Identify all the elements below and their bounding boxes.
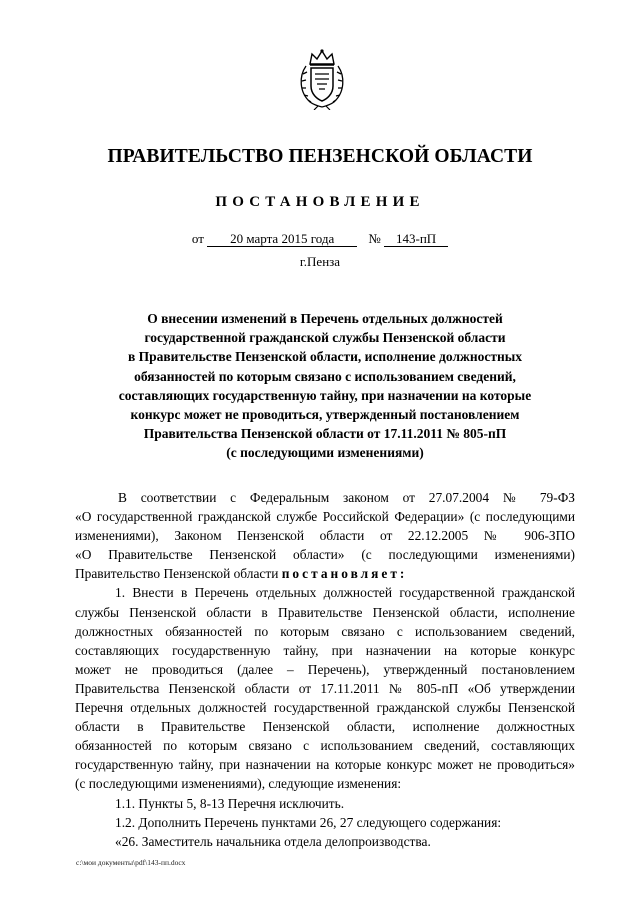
item-26: «26. Заместитель начальника отдела делопроизводства. [115,833,431,849]
item-1-line: Перечня отдельных должностей государственной гражданской службы Пензенской [75,700,575,716]
document-title [60,309,590,463]
city: г.Пенза [299,254,341,269]
item-1-1: 1.1. Пункты 5, 8-13 Перечня исключить. [115,795,345,811]
item-1-line: государственную тайну, при назначении на которые конкурс может не проводиться» [75,757,575,773]
document-date: 20 марта 2015 года [207,232,357,247]
item-1-line: (с последующими изменениями), следующие изменения: [75,776,402,792]
title-line: государственной гражданской службы Пензенской области [144,330,506,346]
decree-word: постановляет: [281,566,408,582]
decree-line-prefix: Правительство Пензенской области [75,566,282,582]
title-line: (с последующими изменениями) [226,445,424,461]
organization-name: ПРАВИТЕЛЬСТВО ПЕНЗЕНСКОЙ ОБЛАСТИ [107,146,533,167]
title-line: обязанностей по которым связано с использованием сведений, [134,368,516,384]
title-line: О внесении изменений в Перечень отдельных должностей [147,311,503,326]
item-1-line: составляющих государственную тайну, при назначении на которые конкурс [75,642,575,658]
title-line: в Правительстве Пензенской области, исполнение должностных [127,349,523,365]
item-1-line: 1. Внести в Перечень отдельных должностей государственной гражданской [115,585,575,601]
date-number-line [0,231,640,247]
preamble-line: «О государственной гражданской службе Российской Федерации» (с последующими [75,509,575,525]
item-1-line: может не проводиться (далее – Перечень), утвержденный постановлением [75,661,575,677]
document-type: ПОСТАНОВЛЕНИЕ [215,194,425,210]
decree-line [75,564,575,583]
item-1-line: области в Правительстве Пензенской области, исполнение должностных [75,719,575,735]
title-line: Правительства Пензенской области от 17.11.2011 № 805-пП [143,426,507,442]
file-path-footer: c:\мои документы\pdf\143-пп.docx [76,858,186,867]
document-number: 143-пП [384,232,448,247]
title-line: составляющих государственную тайну, при назначении на которые [118,387,532,403]
date-prefix: от [191,231,204,246]
title-line: конкурс может не проводиться, утвержденный постановлением [130,407,520,423]
number-sign: № [368,231,381,246]
coat-of-arms-emblem [296,48,348,110]
item-1-2: 1.2. Дополнить Перечень пунктами 26, 27 следующего содержания: [115,814,502,830]
item-1-line: службы Пензенской области в Правительстве Пензенской области, исполнение [75,604,575,620]
item-1-line: Правительства Пензенской области от 17.11.2011 № 805-пП «Об утверждении [75,680,575,696]
item-1-line: должностных обязанностей по которым связано с использованием сведений, [75,623,575,639]
document-body [75,488,575,851]
preamble-line: В соответствии с Федеральным законом от 27.07.2004 № 79-ФЗ [118,490,575,505]
preamble-line: «О Правительстве Пензенской области» (с последующими изменениями) [75,547,575,563]
preamble-line: изменениями), Законом Пензенской области от 22.12.2005 № 906-ЗПО [75,528,575,544]
item-1-line: обязанностей по которым связано с использованием сведений, составляющих [75,738,575,754]
